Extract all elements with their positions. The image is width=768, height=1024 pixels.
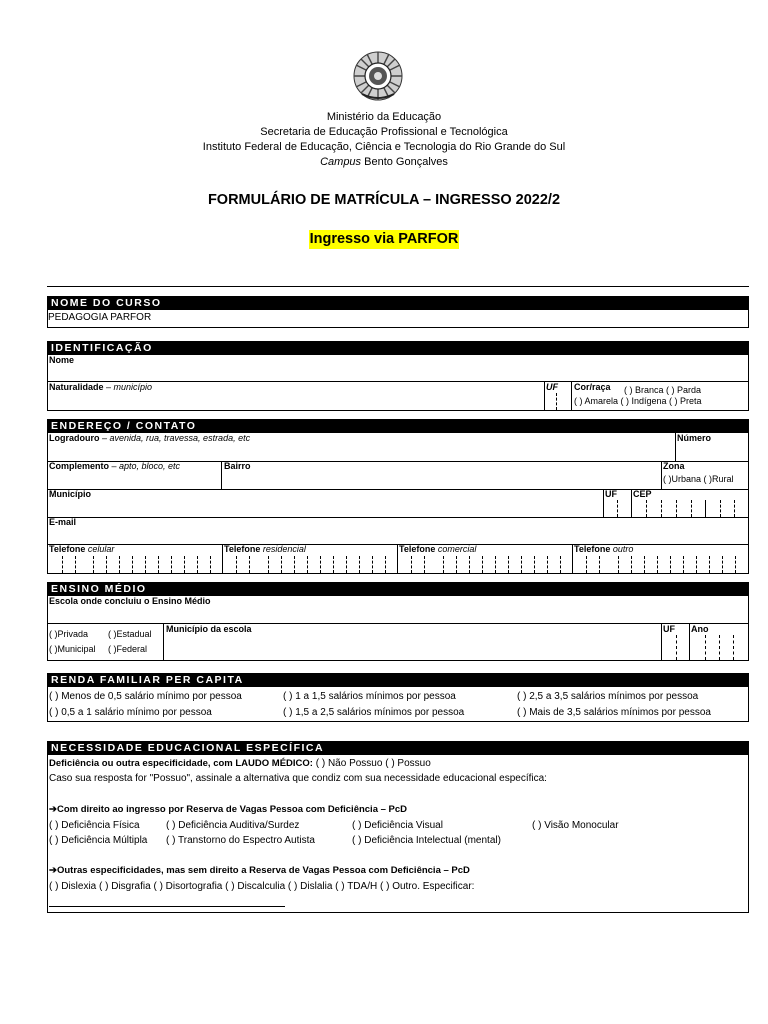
digit-box-divider <box>495 556 496 573</box>
renda-option[interactable]: ( ) Mais de 3,5 salários mínimos por pessoa <box>517 707 711 718</box>
outras-options[interactable]: ( ) Dislexia ( ) Disgrafia ( ) Disortografia ( ) Discalculia ( ) Dislalia ( ) TDA/H ( ) Outro. Especificar: <box>49 881 475 892</box>
divider <box>603 489 604 517</box>
campus-line: Campus Bento Gonçalves <box>320 156 448 168</box>
logradouro-field[interactable]: Logradouro – avenida, rua, travessa, estrada, etc <box>49 433 251 443</box>
necessidade-box <box>47 755 749 913</box>
ensino-box <box>47 596 749 661</box>
uf-box-divider <box>617 500 618 517</box>
digit-box-divider <box>599 556 600 573</box>
uf-box-divider <box>676 635 677 660</box>
divider <box>571 381 572 410</box>
laudo-question[interactable]: Deficiência ou outra especificidade, com LAUDO MÉDICO: ( ) Não Possuo ( ) Possuo <box>49 758 431 769</box>
uf-label: UF <box>663 624 675 634</box>
ano-label: Ano <box>691 624 709 634</box>
digit-box-divider <box>456 556 457 573</box>
institute-line: Instituto Federal de Educação, Ciência e Tecnologia do Rio Grande do Sul <box>202 141 566 153</box>
digit-box-divider <box>119 556 120 573</box>
cep-box-divider <box>734 500 735 517</box>
digit-box-divider <box>683 556 684 573</box>
escola-field[interactable]: Escola onde concluiu o Ensino Médio <box>49 596 211 606</box>
divider <box>661 623 662 660</box>
email-field[interactable]: E-mail <box>49 517 77 527</box>
digit-box-divider <box>735 556 736 573</box>
naturalidade-field[interactable]: Naturalidade – município <box>49 382 153 392</box>
telefone-residencial-label[interactable]: Telefone residencial <box>224 544 306 554</box>
divider <box>631 489 632 517</box>
arrow-icon: ➔ <box>49 865 57 876</box>
zona-options[interactable]: ( )Urbana ( )Rural <box>663 474 734 484</box>
digit-box-divider <box>210 556 211 573</box>
municipio-field[interactable]: Município <box>49 489 91 499</box>
digit-box-divider <box>333 556 334 573</box>
ministry-line: Ministério da Educação <box>326 111 442 123</box>
digit-box-divider <box>307 556 308 573</box>
zona-label: Zona <box>663 461 685 471</box>
section-ensino-heading: ENSINO MÉDIO <box>47 582 749 596</box>
digit-box-divider <box>62 556 63 573</box>
ano-box-divider <box>719 635 720 660</box>
instrucao-text: Caso sua resposta for "Possuo", assinale a alternativa que condiz com sua necessidade educacional específica: <box>49 773 547 784</box>
digit-box-divider <box>75 556 76 573</box>
digit-box-divider <box>236 556 237 573</box>
digit-box-divider <box>268 556 269 573</box>
pcd-title: ➔Com direito ao ingresso por Reserva de Vagas Pessoa com Deficiência – PcD <box>49 804 408 815</box>
digit-box-divider <box>106 556 107 573</box>
pcd-option[interactable]: ( ) Deficiência Auditiva/Surdez <box>166 820 300 831</box>
digit-box-divider <box>93 556 94 573</box>
digit-box-divider <box>385 556 386 573</box>
cep-box-divider <box>646 500 647 517</box>
opt-estadual[interactable]: ( )Estadual <box>108 629 152 639</box>
digit-box-divider <box>482 556 483 573</box>
pcd-option[interactable]: ( ) Transtorno do Espectro Autista <box>166 835 315 846</box>
cor-label: Cor/raça <box>574 382 611 392</box>
digit-box-divider <box>469 556 470 573</box>
section-identificacao-heading: IDENTIFICAÇÃO <box>47 341 749 355</box>
section-curso-heading: NOME DO CURSO <box>47 296 749 310</box>
municipio-escola-field[interactable]: Município da escola <box>166 624 252 634</box>
opt-federal[interactable]: ( )Federal <box>108 644 148 654</box>
cor-options-row1[interactable]: ( ) Branca ( ) Parda <box>624 385 702 395</box>
digit-box-divider <box>709 556 710 573</box>
cep-separator <box>705 500 706 517</box>
cep-label: CEP <box>633 489 652 499</box>
divider <box>221 461 222 489</box>
curso-value[interactable]: PEDAGOGIA PARFOR <box>48 312 152 323</box>
uf-label: UF <box>605 489 617 499</box>
uf-box-divider <box>556 393 557 410</box>
section-endereco-heading: ENDEREÇO / CONTATO <box>47 419 749 433</box>
digit-box-divider <box>158 556 159 573</box>
arrow-icon: ➔ <box>49 804 57 815</box>
form-title: FORMULÁRIO DE MATRÍCULA – INGRESSO 2022/2 <box>207 192 561 208</box>
bairro-field[interactable]: Bairro <box>224 461 251 471</box>
cep-box-divider <box>676 500 677 517</box>
divider <box>48 381 748 382</box>
numero-field[interactable]: Número <box>677 433 712 443</box>
digit-box-divider <box>521 556 522 573</box>
pcd-option[interactable]: ( ) Deficiência Intelectual (mental) <box>352 835 501 846</box>
secretariat-line: Secretaria de Educação Profissional e Tecnológica <box>260 126 508 138</box>
divider <box>661 461 662 489</box>
renda-option[interactable]: ( ) 0,5 a 1 salário mínimo por pessoa <box>49 707 212 718</box>
digit-box-divider <box>281 556 282 573</box>
divider <box>544 381 545 410</box>
opt-municipal[interactable]: ( )Municipal <box>49 644 96 654</box>
complemento-field[interactable]: Complemento – apto, bloco, etc <box>49 461 181 471</box>
divider <box>572 544 573 573</box>
divider <box>48 623 748 624</box>
digit-box-divider <box>249 556 250 573</box>
digit-box-divider <box>197 556 198 573</box>
digit-box-divider <box>443 556 444 573</box>
divider <box>163 623 164 660</box>
digit-box-divider <box>560 556 561 573</box>
renda-option[interactable]: ( ) 1 a 1,5 salários mínimos por pessoa <box>283 691 456 702</box>
digit-box-divider <box>696 556 697 573</box>
digit-box-divider <box>644 556 645 573</box>
pcd-option[interactable]: ( ) Visão Monocular <box>532 820 619 831</box>
digit-box-divider <box>631 556 632 573</box>
identificacao-box <box>47 355 749 411</box>
digit-box-divider <box>346 556 347 573</box>
cep-box-divider <box>720 500 721 517</box>
digit-box-divider <box>618 556 619 573</box>
telefone-comercial-label[interactable]: Telefone comercial <box>399 544 477 554</box>
divider <box>48 517 748 518</box>
form-subtitle: Ingresso via PARFOR <box>309 231 459 247</box>
nome-field[interactable]: Nome <box>49 355 75 365</box>
telefone-celular-label[interactable]: Telefone celular <box>49 544 115 554</box>
digit-box-divider <box>184 556 185 573</box>
especificar-line[interactable] <box>49 906 285 907</box>
cor-options-row2[interactable]: ( ) Amarela ( ) Indígena ( ) Preta <box>574 396 702 406</box>
renda-option[interactable]: ( ) 2,5 a 3,5 salários mínimos por pessoa <box>517 691 699 702</box>
digit-box-divider <box>145 556 146 573</box>
digit-box-divider <box>411 556 412 573</box>
digit-box-divider <box>372 556 373 573</box>
divider <box>397 544 398 573</box>
digit-box-divider <box>586 556 587 573</box>
renda-option[interactable]: ( ) 1,5 a 2,5 salários mínimos por pessoa <box>283 707 465 718</box>
digit-box-divider <box>359 556 360 573</box>
renda-box <box>47 687 749 722</box>
section-necessidade-heading: NECESSIDADE EDUCACIONAL ESPECÍFICA <box>47 741 749 755</box>
uf-label: UF <box>546 382 558 392</box>
divider <box>675 433 676 461</box>
divider <box>48 544 748 545</box>
digit-box-divider <box>132 556 133 573</box>
divider <box>689 623 690 660</box>
opt-privada[interactable]: ( )Privada <box>49 629 89 639</box>
subtitle-wrap <box>0 230 768 249</box>
digit-box-divider <box>320 556 321 573</box>
renda-option[interactable]: ( ) Menos de 0,5 salário mínimo por pessoa <box>49 691 242 702</box>
digit-box-divider <box>424 556 425 573</box>
digit-box-divider <box>670 556 671 573</box>
endereco-box <box>47 433 749 574</box>
ano-box-divider <box>705 635 706 660</box>
digit-box-divider <box>294 556 295 573</box>
digit-box-divider <box>171 556 172 573</box>
cep-box-divider <box>661 500 662 517</box>
outras-title: ➔Outras especificidades, mas sem direito a Reserva de Vagas Pessoa com Deficiência – PcD <box>49 865 470 876</box>
divider <box>222 544 223 573</box>
header-rule <box>47 286 749 287</box>
section-renda-heading: RENDA FAMILIAR PER CAPITA <box>47 673 749 687</box>
pcd-option[interactable]: ( ) Deficiência Múltipla <box>49 835 148 846</box>
digit-box-divider <box>547 556 548 573</box>
digit-box-divider <box>508 556 509 573</box>
coat-of-arms-icon <box>352 50 404 102</box>
curso-box <box>47 310 749 328</box>
digit-box-divider <box>534 556 535 573</box>
pcd-option[interactable]: ( ) Deficiência Física <box>49 820 140 831</box>
digit-box-divider <box>722 556 723 573</box>
digit-box-divider <box>657 556 658 573</box>
pcd-option[interactable]: ( ) Deficiência Visual <box>352 820 443 831</box>
ano-box-divider <box>733 635 734 660</box>
cep-box-divider <box>691 500 692 517</box>
telefone-outro-label[interactable]: Telefone outro <box>574 544 634 554</box>
